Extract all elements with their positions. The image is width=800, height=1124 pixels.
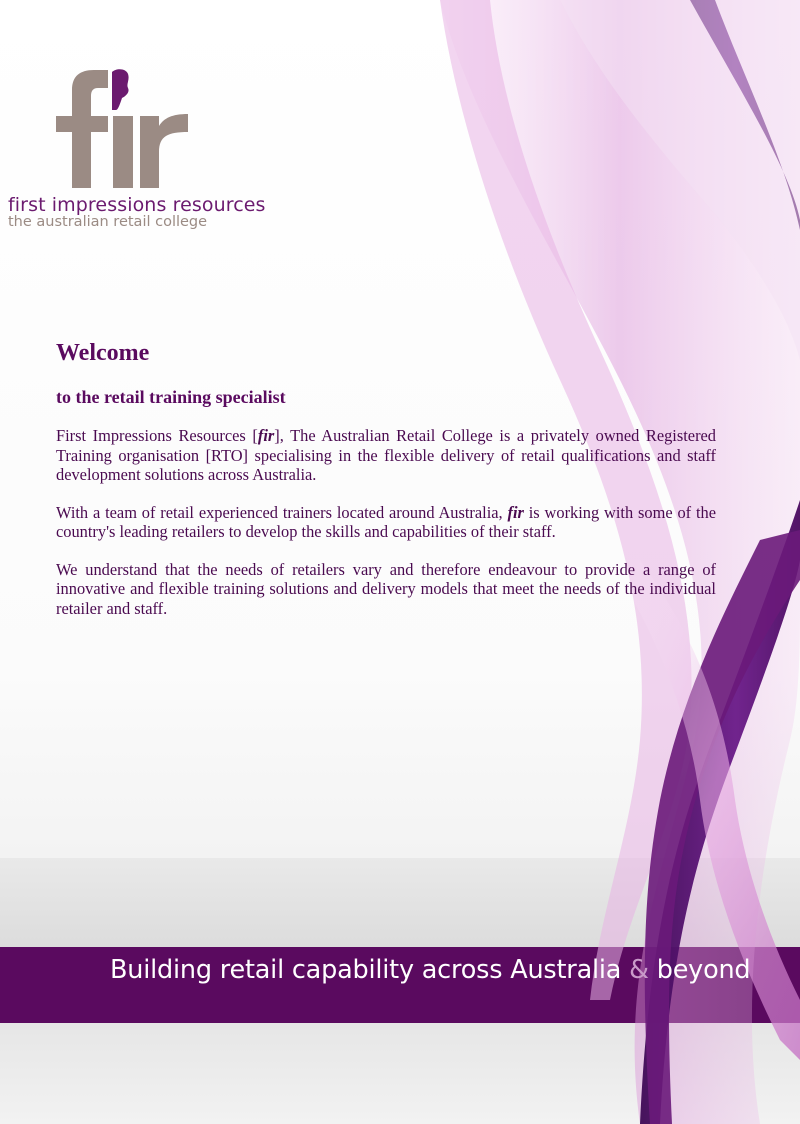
tagline-text: Building retail capability across Australia [110,955,630,985]
trainers-text-end: is working with some of the country's leading retailers to develop the skills and capabilities of their staff. [56,502,716,541]
trainers-text-start: With a team of retail experienced trainers located around Australia, [56,502,508,522]
tagline [110,955,750,985]
tagline-text-end: beyond [648,955,751,985]
trainers-paragraph [56,503,716,542]
page-title: Welcome [56,340,150,366]
brand-abbrev: fir [507,502,524,522]
brand-abbrev: fir [257,426,275,445]
tagline-ampersand: & [629,955,649,985]
intro-paragraph [56,426,716,485]
logo-tagline: the australian retail college [8,214,208,230]
solutions-paragraph: We understand that the needs of retailers vary and therefore endeavour to provide a range of innovative and flexible training solutions and delivery models that meet the needs of the individual retailer and staff. [56,559,716,618]
subtitle: to the retail training specialist [56,387,286,407]
logo-name: first impressions resources [8,194,266,216]
fir-logo-mark [56,66,196,191]
welcome-section [56,340,716,618]
intro-text-end: ], The Australian Retail College is a privately owned Registered Training organisation [RTO] specialising in the flexible delivery of retail qualifications and staff development solutions across Australia. [56,426,716,484]
intro-text-start: First Impressions Resources [ [56,426,258,445]
